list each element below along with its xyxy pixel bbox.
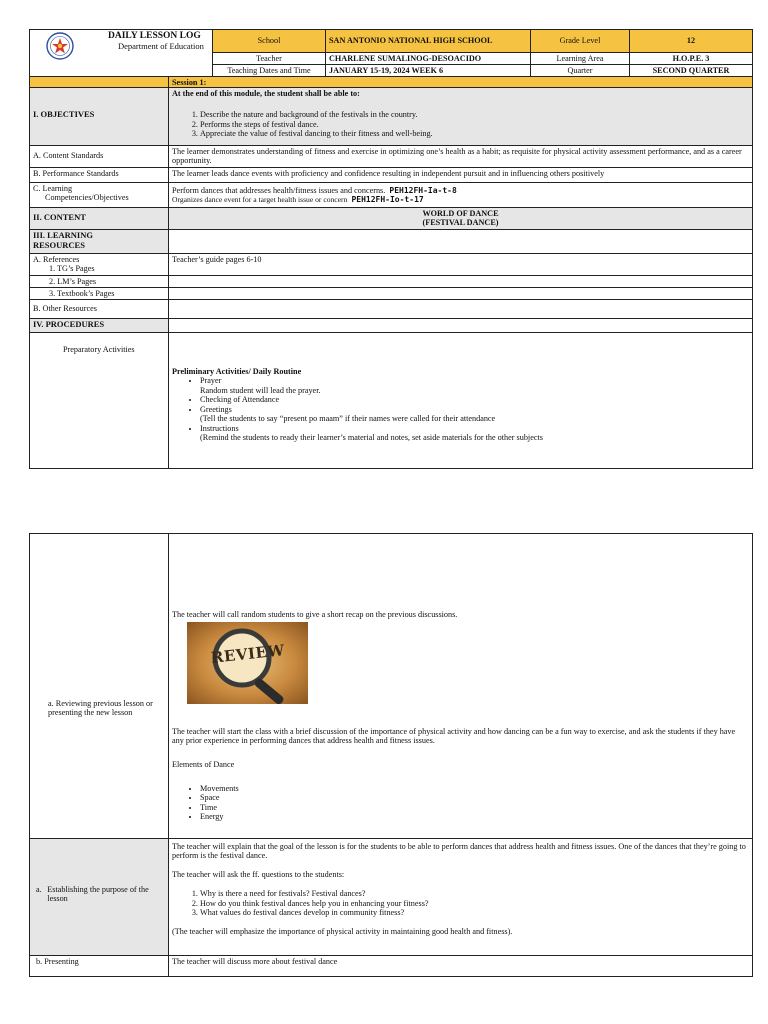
routine-item: • Instructions (Remind the students to ready their learner’s material and notes, set aside materials for the other subjects bbox=[200, 424, 749, 443]
dll-title: DAILY LESSON LOG bbox=[108, 31, 201, 41]
grade-level-value: 12 bbox=[629, 29, 753, 53]
objective-item: 3. Appreciate the value of festival dancing to their fitness and well-being. bbox=[200, 129, 749, 138]
preparatory-row bbox=[29, 333, 753, 469]
purpose-label: Establishing the purpose of the lesson bbox=[47, 885, 149, 904]
learning-resources-label-2: RESOURCES bbox=[33, 239, 85, 250]
lm-pages-row bbox=[29, 276, 753, 288]
elements-list bbox=[172, 784, 239, 822]
objective-item: 1. Describe the nature and background of the festivals in the country. bbox=[200, 110, 749, 119]
other-resources-label: B. Other Resources bbox=[30, 300, 169, 318]
teaching-dates-label: Teaching Dates and Time bbox=[212, 64, 326, 77]
reviewing-discussion: The teacher will start the class with a brief discussion of the importance of physical activity and how dancing can be a fun way to exercise, and ask the students if they have any prior experience in performing dances that address health and fitness issues. bbox=[172, 727, 736, 746]
routine-item: • Greetings (Tell the students to say “present po maam” if their names were called for their attendance bbox=[200, 405, 749, 424]
purpose-emphasis: (The teacher will emphasize the importance of physical activity in maintaining good health and fitness). bbox=[172, 926, 513, 936]
review-image bbox=[187, 622, 308, 704]
purpose-goal: The teacher will explain that the goal of the lesson is for the students to be able to perform dances that address health and fitness issues. One of the dances that they’re going to perform is the festival dance. bbox=[172, 842, 746, 861]
logo-cell bbox=[29, 29, 213, 77]
learning-resources-row bbox=[29, 230, 753, 254]
purpose-row bbox=[29, 839, 753, 956]
performance-standards-row bbox=[29, 168, 753, 183]
other-resources-row bbox=[29, 300, 753, 319]
tg-pages-label: 1. TG’s Pages bbox=[49, 264, 95, 274]
teacher-value: CHARLENE SUMALINOG-DESOACIDO bbox=[325, 52, 531, 65]
learning-area-value: H.O.P.E. 3 bbox=[629, 52, 753, 65]
preliminary-heading: Preliminary Activities/ Daily Routine bbox=[172, 367, 302, 376]
objective-item: 2. Performs the steps of festival dance. bbox=[200, 120, 749, 129]
reviewing-intro: The teacher will call random students to give a short recap on the previous discussions. bbox=[172, 610, 458, 619]
learning-resources-label-1: III. LEARNING bbox=[33, 230, 93, 240]
tg-pages-value: Teacher’s guide pages 6-10 bbox=[172, 255, 262, 264]
school-value: SAN ANTONIO NATIONAL HIGH SCHOOL bbox=[325, 29, 531, 53]
session-label: Session 1: bbox=[172, 78, 207, 87]
references-label: A. References bbox=[33, 255, 80, 264]
elements-heading: Elements of Dance bbox=[172, 760, 235, 769]
competencies-row bbox=[29, 183, 753, 208]
department-name: Department of Education bbox=[118, 41, 204, 51]
purpose-questions-intro: The teacher will ask the ff. questions to the students: bbox=[172, 869, 345, 879]
references-row bbox=[29, 254, 753, 276]
competencies-label-1: C. Learning bbox=[33, 184, 73, 193]
teaching-dates-value: JANUARY 15-19, 2024 WEEK 6 bbox=[325, 64, 531, 77]
competencies-label-2: Competencies/Objectives bbox=[45, 193, 129, 203]
quarter-value: SECOND QUARTER bbox=[629, 64, 753, 77]
school-label: School bbox=[212, 29, 326, 53]
grade-level-label: Grade Level bbox=[530, 29, 630, 53]
review-image-word: REVIEW bbox=[210, 641, 286, 667]
element-item: • Space bbox=[200, 793, 239, 802]
reviewing-row bbox=[29, 533, 753, 839]
content-standards-label: A. Content Standards bbox=[30, 146, 169, 167]
routine-item: • Prayer Random student will lead the prayer. bbox=[200, 376, 749, 395]
teacher-label: Teacher bbox=[212, 52, 326, 65]
competency-text-2: Organizes dance event for a target health issue or concern bbox=[172, 195, 348, 205]
content-standards-text: The learner demonstrates understanding of fitness and exercise in optimizing one’s health as a habit; as requisite for physical activity assessment performance, and as a career opportunity. bbox=[172, 147, 742, 166]
element-item: • Energy bbox=[200, 812, 239, 821]
session-row bbox=[29, 76, 753, 88]
daily-routine-list bbox=[172, 376, 749, 442]
performance-standards-text: The learner leads dance events with proficiency and confidence resulting in independent pursuit and in influencing others positively bbox=[172, 169, 605, 178]
procedures-label: IV. PROCEDURES bbox=[30, 319, 169, 332]
objectives-intro: At the end of this module, the student shall be able to: bbox=[172, 89, 360, 98]
routine-item: • Checking of Attendance bbox=[200, 395, 749, 404]
content-title: WORLD OF DANCE bbox=[422, 209, 499, 218]
objectives-label: I. OBJECTIVES bbox=[30, 88, 169, 145]
question-item: 2. How do you think festival dances help you in enhancing your fitness? bbox=[200, 899, 749, 908]
textbook-pages-label: 3. Textbook’s Pages bbox=[30, 288, 169, 299]
presenting-text: The teacher will discuss more about festival dance bbox=[172, 957, 338, 966]
content-subtitle: (FESTIVAL DANCE) bbox=[422, 218, 499, 228]
competency-code-2: PEH12FH-Io-t-17 bbox=[351, 195, 424, 205]
purpose-marker: a. bbox=[36, 885, 42, 894]
deped-seal-icon bbox=[46, 32, 74, 60]
presenting-label: b. Presenting bbox=[30, 956, 169, 976]
content-row bbox=[29, 208, 753, 230]
purpose-questions bbox=[172, 889, 749, 917]
objectives-row bbox=[29, 88, 753, 146]
performance-standards-label: B. Performance Standards bbox=[30, 168, 169, 182]
reviewing-label: a. Reviewing previous lesson or presenting the new lesson bbox=[30, 534, 169, 838]
textbook-pages-row bbox=[29, 288, 753, 300]
quarter-label: Quarter bbox=[530, 64, 630, 77]
content-label: II. CONTENT bbox=[30, 208, 169, 229]
element-item: • Movements bbox=[200, 784, 239, 793]
learning-area-label: Learning Area bbox=[530, 52, 630, 65]
preparatory-label: Preparatory Activities bbox=[30, 333, 169, 468]
question-item: 3. What values do festival dances develop in community fitness? bbox=[200, 908, 749, 917]
competency-text-1: Perform dances that addresses health/fitness issues and concerns. bbox=[172, 186, 386, 195]
presenting-row bbox=[29, 956, 753, 977]
competency-code-1: PEH12FH-Ia-t-8 bbox=[389, 186, 457, 195]
element-item: • Time bbox=[200, 803, 239, 812]
procedures-row bbox=[29, 319, 753, 333]
objectives-list bbox=[172, 110, 749, 138]
content-standards-row bbox=[29, 146, 753, 168]
question-item: 1. Why is there a need for festivals? Festival dances? bbox=[200, 889, 749, 898]
lm-pages-label: 2. LM’s Pages bbox=[30, 276, 169, 287]
